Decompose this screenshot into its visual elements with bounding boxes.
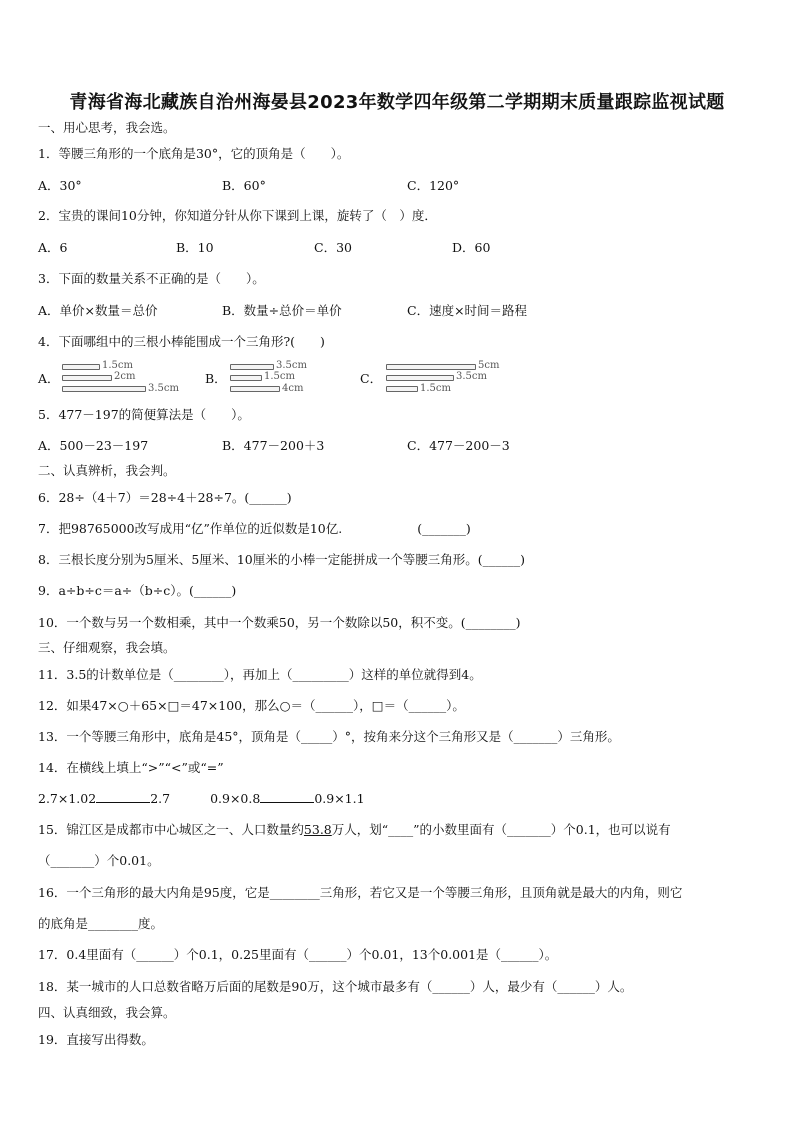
stick-label: 1.5cm <box>102 360 133 371</box>
question-1-option-a[interactable]: A．30° <box>38 178 82 193</box>
question-4-option-b[interactable]: B． <box>205 371 227 386</box>
stick-label: 1.5cm <box>420 383 451 394</box>
question-2-option-b[interactable]: B．10 <box>176 240 214 255</box>
q15-underlined-number: 53.8 <box>303 822 332 837</box>
page-title: 青海省海北藏族自治州海晏县2023年数学四年级第二学期期末质量跟踪监视试题 <box>69 92 725 113</box>
section-heading-4: 四、认真细致，我会算。 <box>38 1005 176 1020</box>
question-4-stem: 4．下面哪组中的三根小棒能围成一个三角形?( ) <box>38 334 325 349</box>
stick <box>386 364 476 370</box>
question-2-option-d[interactable]: D．60 <box>452 240 491 255</box>
compare-left-2: 0.9×0.8 <box>210 791 261 806</box>
question-14-stem: 14．在横线上填上“>”“<”或“=” <box>38 760 224 775</box>
question-1-option-c[interactable]: C．120° <box>407 178 460 193</box>
question-2-option-a[interactable]: A．6 <box>38 240 68 255</box>
stick <box>230 364 274 370</box>
stick-label: 3.5cm <box>276 360 307 371</box>
stick <box>62 375 112 381</box>
stick <box>230 375 262 381</box>
sticks-figure-c <box>384 360 524 396</box>
q15-text-post: 万人，划“____”的小数里面有（_______）个0.1，也可以说有 <box>331 822 671 837</box>
stick-label: 5cm <box>478 360 500 371</box>
question-15-line-2: （_______）个0.01。 <box>38 853 160 868</box>
stick-label: 2cm <box>114 371 136 382</box>
question-12: 12．如果47×○＋65×□＝47×100，那么○＝（______），□＝（______）。 <box>38 698 465 713</box>
question-15-line-1 <box>38 821 671 839</box>
stick <box>62 386 146 392</box>
compare-left-1: 2.7×1.02 <box>38 791 97 806</box>
question-8: 8．三根长度分别为5厘米、5厘米、10厘米的小棒一定能拼成一个等腰三角形。(______) <box>38 552 526 567</box>
question-16-line-2: 的底角是________度。 <box>38 916 164 931</box>
question-14-comparisons <box>38 790 365 808</box>
question-7: 7．把98765000改写成用“亿”作单位的近似数是10亿. (_______) <box>38 521 471 536</box>
question-2-option-c[interactable]: C．30 <box>314 240 352 255</box>
q15-text-pre: 15．锦江区是成都市中心城区之一、人口数量约 <box>38 822 304 837</box>
sticks-figure-a <box>60 360 190 396</box>
question-3-option-c[interactable]: C．速度×时间＝路程 <box>407 303 528 318</box>
question-3-option-a[interactable]: A．单价×数量＝总价 <box>38 303 158 318</box>
question-10: 10．一个数与另一个数相乘，其中一个数乘50，另一个数除以50，积不变。(________) <box>38 615 521 630</box>
question-2-stem: 2．宝贵的课间10分钟，你知道分针从你下课到上课，旋转了（ ）度． <box>38 208 437 223</box>
stick <box>62 364 100 370</box>
question-16-line-1: 16．一个三角形的最大内角是95度，它是________三角形，若它又是一个等腰三角形，且顶角就是最大的内角，则它 <box>38 885 683 900</box>
question-4-option-c[interactable]: C． <box>360 371 383 386</box>
stick <box>386 386 418 392</box>
stick-label: 4cm <box>282 383 304 394</box>
stick-label: 3.5cm <box>456 371 487 382</box>
compare-blank-2[interactable] <box>260 790 314 803</box>
stick <box>386 375 454 381</box>
compare-right-2: 0.9×1.1 <box>314 791 365 806</box>
stick-label: 1.5cm <box>264 371 295 382</box>
question-6: 6．28÷（4＋7）＝28÷4＋28÷7。(______) <box>38 490 292 505</box>
question-4-option-a[interactable]: A． <box>38 371 60 386</box>
section-heading-1: 一、用心思考，我会选。 <box>38 120 176 135</box>
section-heading-3: 三、仔细观察，我会填。 <box>38 640 176 655</box>
compare-blank-1[interactable] <box>96 790 150 803</box>
question-19: 19．直接写出得数。 <box>38 1032 154 1047</box>
question-13: 13．一个等腰三角形中，底角是45°，顶角是（_____）°，按角来分这个三角形又是（_______）三角形。 <box>38 729 620 744</box>
question-5-option-a[interactable]: A．500－23－197 <box>38 438 149 453</box>
question-11: 11．3.5的计数单位是（________），再加上（_________）这样的单位就得到4。 <box>38 667 482 682</box>
question-5-option-c[interactable]: C．477－200－3 <box>407 438 510 453</box>
stick-label: 3.5cm <box>148 383 179 394</box>
question-1-stem: 1．等腰三角形的一个底角是30°，它的顶角是（ ）。 <box>38 146 350 161</box>
compare-right-1: 2.7 <box>150 791 171 806</box>
question-3-stem: 3．下面的数量关系不正确的是（ ）。 <box>38 271 265 286</box>
sticks-figure-b <box>228 360 348 396</box>
question-5-option-b[interactable]: B．477－200＋3 <box>222 438 325 453</box>
stick <box>230 386 280 392</box>
question-18: 18．某一城市的人口总数省略万后面的尾数是90万，这个城市最多有（______）人，最少有（______）人。 <box>38 979 633 994</box>
question-1-option-b[interactable]: B．60° <box>222 178 266 193</box>
question-17: 17．0.4里面有（______）个0.1，0.25里面有（______）个0.01，13个0.001是（______）。 <box>38 947 558 962</box>
question-5-stem: 5．477－197的简便算法是（ ）。 <box>38 407 250 422</box>
section-heading-2: 二、认真辨析，我会判。 <box>38 463 176 478</box>
question-3-option-b[interactable]: B．数量÷总价＝单价 <box>222 303 342 318</box>
question-9: 9．a÷b÷c＝a÷（b÷c）。(______) <box>38 583 237 598</box>
